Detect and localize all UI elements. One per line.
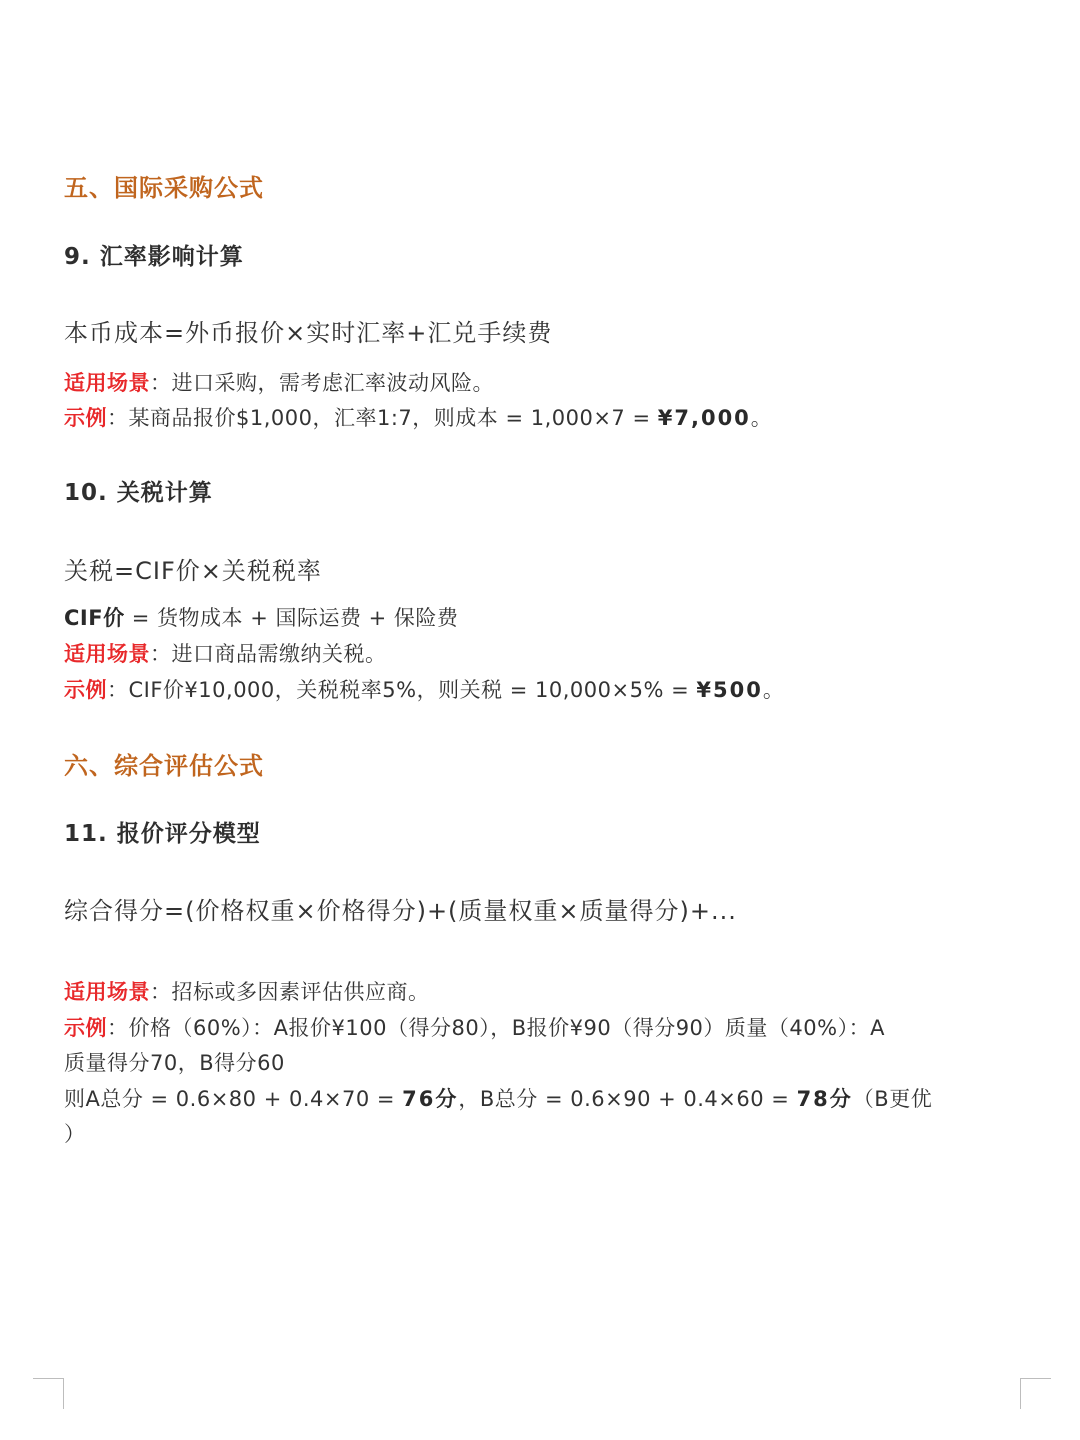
example-text: 价格（60%）：A报价¥100（得分80），B报价¥90（得分90）质量（40%）：A [128,1016,885,1040]
example-end: 。 [762,678,785,702]
scene-label: 适用场景 [64,371,150,395]
calculation-line [64,1083,932,1113]
section-title: 五、国际采购公式 [64,174,264,202]
cif-definition [64,602,458,632]
example-label: 示例 [64,678,107,702]
item-title: 9. 汇率影响计算 [64,244,244,270]
cif-label: CIF价 [64,606,125,630]
calc-a-text: 则A总分 = 0.6×80 + 0.4×70 = [64,1087,403,1111]
scene-label: 适用场景 [64,642,150,666]
colon: ： [150,980,172,1004]
document-page [64,0,1024,1440]
calculation-continuation: ） [64,1122,86,1146]
calc-b-result: 78分 [796,1087,853,1111]
colon: ： [107,678,129,702]
example-result: ¥500 [696,678,763,702]
example-label: 示例 [64,1016,107,1040]
cif-text: = 货物成本 + 国际运费 + 保险费 [124,606,459,630]
calc-a-result: 76分 [402,1087,459,1111]
page-corner-mark [1020,1378,1051,1409]
item-title: 11. 报价评分模型 [64,821,261,847]
scene-line [64,367,494,397]
example-text: CIF价¥10,000，关税税率5%，则关税 = 10,000×5% = [128,678,697,702]
calc-note: （B更优 [852,1087,933,1111]
formula: 综合得分=(价格权重×价格得分)+(质量权重×质量得分)+... [64,897,737,925]
scene-text: 进口商品需缴纳关税。 [171,642,387,666]
formula: 本币成本=外币报价×实时汇率+汇兑手续费 [64,319,553,347]
example-line [64,402,772,432]
example-text: 某商品报价$1,000，汇率1:7，则成本 = 1,000×7 = [128,406,658,430]
colon: ： [107,1016,129,1040]
scene-text: 进口采购，需考虑汇率波动风险。 [171,371,494,395]
example-label: 示例 [64,406,107,430]
scene-line [64,638,387,668]
example-continuation: 质量得分70，B得分60 [64,1051,285,1075]
scene-text: 招标或多因素评估供应商。 [171,980,430,1004]
colon: ： [107,406,129,430]
example-result: ¥7,000 [657,406,751,430]
section-title: 六、综合评估公式 [64,752,264,780]
formula: 关税=CIF价×关税税率 [64,557,322,585]
scene-line [64,976,430,1006]
scene-label: 适用场景 [64,980,150,1004]
colon: ： [150,371,172,395]
item-title: 10. 关税计算 [64,480,213,506]
example-line [64,1012,885,1042]
page-corner-mark [33,1378,64,1409]
example-end: 。 [750,406,773,430]
colon: ： [150,642,172,666]
example-line [64,674,784,704]
calc-b-text: ，B总分 = 0.6×90 + 0.4×60 = [458,1087,797,1111]
